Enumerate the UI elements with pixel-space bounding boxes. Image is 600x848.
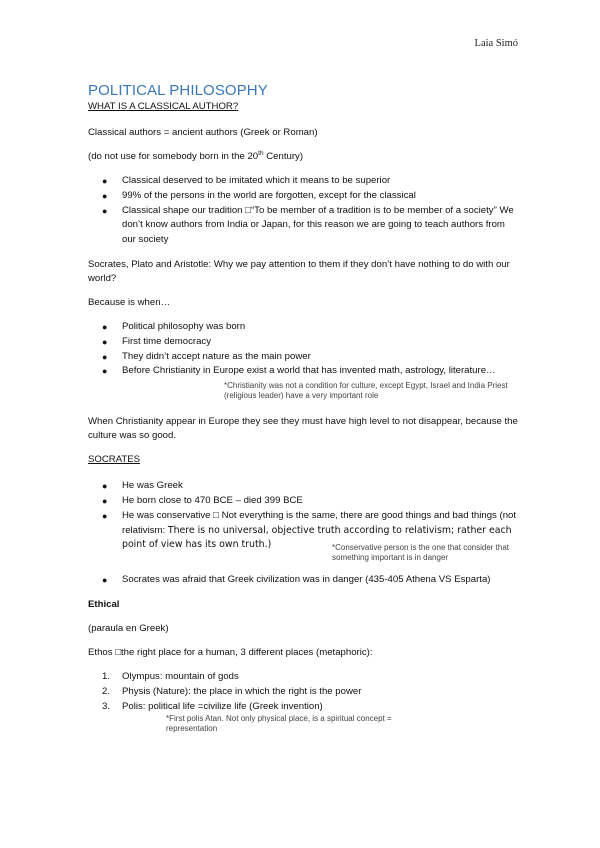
list-item: ● He was conservative □ Not everything is the same, there are good things and bad things (not relativism: There is no universal, objective truth according to relativism; rather each point of view has its own truth.) (102, 509, 517, 551)
bullet-icon: ● (102, 205, 108, 216)
bullet-icon: ● (102, 336, 108, 347)
because-paragraph: Because is when… (88, 296, 171, 308)
bullet-icon: ● (102, 575, 108, 586)
list-item: ● Political philosophy was born (88, 320, 518, 335)
list-item: ● Before Christianity in Europe exist a world that has invented math, astrology, literature… (88, 364, 518, 379)
ethos-numbered-list (88, 670, 518, 714)
list-item: ● First time democracy (88, 335, 518, 350)
list-item: ● He was Greek (88, 479, 518, 494)
classical-bullet-list (88, 174, 518, 248)
list-item: ● Classical shape our tradition □“To be member of a tradition is to be member of a society” We don’t know authors from India or Japan, for this reason we are going to teach authors from our society (102, 204, 514, 246)
classical-note (88, 150, 518, 164)
section-heading-ethical: Ethical (88, 598, 120, 610)
socrates-bullet-list (88, 479, 518, 553)
bullet-icon: ● (102, 321, 108, 332)
conservative-note: *Conservative person is the one that consider that something important is in danger (332, 543, 509, 563)
christianity-note: *Christianity was not a condition for culture, except Egypt, Israel and India Priest (religious leader) have a very important role (224, 381, 508, 401)
bullet-icon: ● (102, 481, 108, 492)
page-title: POLITICAL PHILOSOPHY (88, 82, 268, 99)
classical-note-pre: (do not use for somebody born in the 20 (88, 151, 259, 162)
list-item: 1. Olympus: mountain of gods (102, 670, 239, 682)
document-body (88, 82, 518, 734)
socrates-bullet-list-2 (88, 573, 518, 588)
section-heading-socrates: SOCRATES (88, 454, 141, 466)
classical-note-sup: th (258, 149, 264, 157)
list-item: ● Socrates was afraid that Greek civilization was in danger (435-405 Athena VS Esparta) (88, 573, 518, 588)
polis-note: *First polis Atan. Not only physical place, is a spiritual concept = representation (166, 714, 392, 734)
bullet-icon: ● (102, 495, 108, 506)
list-item: ● They didn’t accept nature as the main power (88, 350, 518, 365)
bullet-icon: ● (102, 351, 108, 362)
ethical-translation: (paraula en Greek) (88, 622, 169, 634)
bullet-icon: ● (102, 366, 108, 377)
question-paragraph: Socrates, Plato and Aristotle: Why we pay attention to them if they don’t have nothing to do with our world? (88, 258, 510, 284)
bullet-icon: ● (102, 176, 108, 186)
classical-note-post: Century) (263, 151, 304, 162)
section-heading-classical: WHAT IS A CLASSICAL AUTHOR? (88, 101, 239, 112)
author-name: Laia Simó (474, 38, 518, 49)
list-item: ● Classical deserved to be imitated which it means to be superior (88, 174, 518, 189)
list-item: 3. Polis: political life =civilize life (Greek invention) (102, 700, 323, 712)
because-bullet-list (88, 320, 518, 379)
ethos-paragraph: Ethos □the right place for a human, 3 different places (metaphoric): (88, 646, 373, 658)
list-item: 2. Physis (Nature): the place in which the right is the power (102, 685, 362, 697)
list-item: ● 99% of the persons in the world are forgotten, except for the classical (88, 189, 518, 204)
classical-definition: Classical authors = ancient authors (Greek or Roman) (88, 127, 318, 138)
bullet-icon: ● (102, 510, 108, 521)
christianity-paragraph: When Christianity appear in Europe they see they must have high level to not disappear, because the culture was so good. (88, 416, 518, 442)
bullet-icon: ● (102, 190, 108, 201)
list-item: ● He born close to 470 BCE – died 399 BCE (88, 494, 518, 509)
